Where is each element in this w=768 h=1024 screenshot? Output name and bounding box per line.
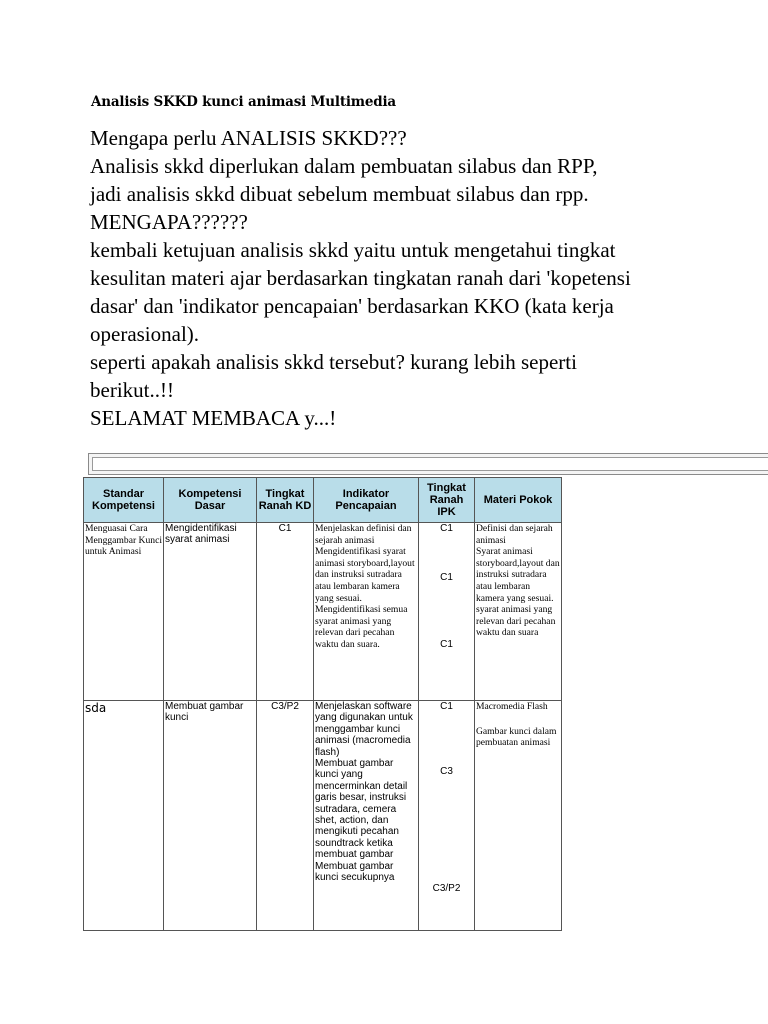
body-line: seperti apakah analisis skkd tersebut? kurang lebih seperti [90,350,577,374]
materi-item: Definisi dan sejarah animasi [476,523,553,546]
ranah-ipk-item: C1 [440,701,453,712]
embedded-frame-inner [92,457,768,471]
ranah-ipk-item: C1 [440,523,453,534]
indikator-item: Mengidentifikasi syarat animasi storyboard,layout dan instruksi sutradara atau lembaran kamera yang sesuai. [315,546,415,604]
materi-item: Macromedia Flash [476,701,548,712]
materi-item: syarat animasi yang relevan dari pecahan waktu dan suara [476,604,556,639]
header-kompetensi-dasar: Kompetensi Dasar [164,478,257,523]
body-line: Analisis skkd diperlukan dalam pembuatan silabus dan RPP, [90,154,598,178]
cell-ranah-ipk [419,523,475,701]
cell-materi [475,701,562,931]
indikator-item: Menjelaskan software yang digunakan untuk menggambar kunci animasi (macromedia flash) [315,701,413,758]
body-line: kembali ketujuan analisis skkd yaitu untuk mengetahui tingkat [90,238,616,262]
body-line: berikut..!! [90,378,174,402]
document-title: Analisis SKKD kunci animasi Multimedia [91,94,396,110]
indikator-item: Membuat gambar kunci yang mencerminkan detail garis besar, instruksi sutradara, cemera shet, action, dan mengikuti pecahan soundtrack ketika membuat gambar [315,758,408,861]
body-line: kesulitan materi ajar berdasarkan tingkatan ranah dari 'kopetensi [90,266,631,290]
materi-item: Syarat animasi storyboard,layout dan instruksi sutradara atau lembaran kamera yang sesuai. [476,546,560,604]
indikator-item: Membuat gambar kunci secukupnya [315,860,395,884]
table-row [84,523,562,701]
cell-indikator [314,701,419,931]
ranah-ipk-item: C3 [440,766,453,777]
cell-ranah-kd: C3/P2 [257,701,314,931]
table-row [84,701,562,931]
cell-kompetensi: Membuat gambar kunci [164,701,257,931]
cell-indikator [314,523,419,701]
indikator-item: Mengidentifikasi semua syarat animasi yang relevan dari pecahan waktu dan suara. [315,604,408,650]
cell-ranah-kd: C1 [257,523,314,701]
materi-item: Gambar kunci dalam pembuatan animasi [476,725,557,749]
table-header-row [84,478,562,523]
cell-standar: sda [84,701,164,931]
cell-standar: Menguasai Cara Menggambar Kunci untuk Animasi [84,523,164,701]
header-indikator-pencapaian: Indikator Pencapaian [314,478,419,523]
header-materi-pokok: Materi Pokok [475,478,562,523]
cell-materi [475,523,562,701]
ranah-ipk-item: C1 [440,639,453,650]
header-standar-kompetensi: Standar Kompetensi [84,478,164,523]
body-text [90,124,760,432]
body-line: operasional). [90,322,200,346]
ranah-ipk-item: C1 [440,572,453,583]
body-line: MENGAPA?????? [90,210,248,234]
header-tingkat-ranah-kd: Tingkat Ranah KD [257,478,314,523]
cell-kompetensi: Mengidentifikasi syarat animasi [164,523,257,701]
skkd-table [83,477,562,931]
indikator-item: Menjelaskan definisi dan sejarah animasi [315,523,412,546]
body-line: jadi analisis skkd dibuat sebelum membuat silabus dan rpp. [90,182,589,206]
ranah-ipk-item: C3/P2 [432,883,461,894]
body-line: dasar' dan 'indikator pencapaian' berdasarkan KKO (kata kerja [90,294,614,318]
embedded-frame [88,453,768,475]
header-tingkat-ranah-ipk: Tingkat Ranah IPK [419,478,475,523]
body-line: Mengapa perlu ANALISIS SKKD??? [90,126,407,150]
cell-ranah-ipk [419,701,475,931]
body-line: SELAMAT MEMBACA y...! [90,406,337,430]
